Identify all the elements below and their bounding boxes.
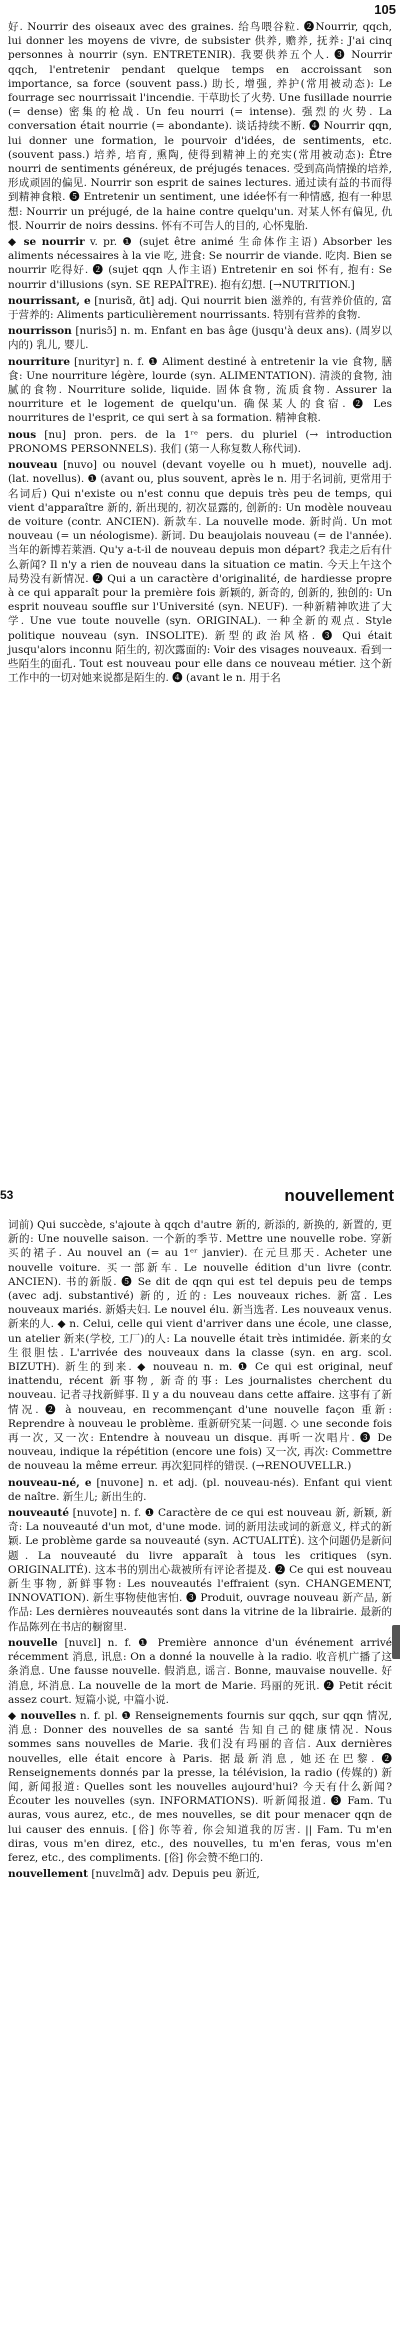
entry-continuation: 好. Nourrir des oiseaux avec des graines. 给鸟喂谷粒. ❷Nourrir, qqch, lui donner les moyens de vivre, de subsister 供养, 赡养, 抚养: J'ai cinq personnes à nourrir (syn. ENTRETENIR). 我要供养五个人. ❸ Nourrir qqch, l'entretenir pendant quelque temps en accroissant son importance, sa force (souvent pass.) 助长, 增强, 养护(常用被动态): Le fourrage sec nourrissait l'incendie. 干草助长了火势. Une fusillade nourrie (= dense) 密集的枪战. Un feu nourri (= intense). 强烈的火势. La conversation était nourrie (= abondante). 谈话持续不断. ❹ Nourrir qqn, lui donner une formation, le pourvoir d'idées, de sentiments, etc. (souvent pass.) 培养, 培育, 熏陶, 使得到精神上的充实(常用被动态): Être nourri de sentiments généreux, de préjugés tenaces. 受到高尚情操的培养, 形成顽固的偏见. Nourrir son esprit de saines lectures. 通过读有益的书而得到精神食粮. ❺ Entretenir un sentiment, une idée怀有一种情感, 抱有一种思想: Nourrir un préjugé, de la haine contre quelqu'un. 对某人怀有偏见, 仇恨. Nourrir de noirs dessins. 怀有不可告人的目的, 心怀鬼胎. xyxy=(8,21,392,232)
entry-nourriture: nourriture [nurityr] n. f. ❶ Aliment destiné à entretenir la vie 食物, 膳食: Une nourriture légère, lourde (syn. ALIMENTATION). 清淡的食物, 油腻的食物. Nourriture solide, liquide. 固体食物, 流质食物. Assurer la nourriture et le logement de quelqu'un. 确保某人的食宿. ❷ Les nourritures de l'esprit, ce qui sert à sa formation. 精神食粮. xyxy=(8,355,392,425)
entry-nous: nous [nu] pron. pers. de la 1ʳᵉ pers. du pluriel (→ introduction PRONOMS PERSONNELS). 我们 (第一人称复数人称代词). xyxy=(8,428,392,455)
entry-nouvelle: nouvelle [nuvɛl] n. f. ❶ Première annonce d'un événement arrivé récemment 消息, 讯息: On a donné la nouvelle à la radio. 收音机广播了这条消息. Une fausse nouvelle. 假消息, 谣言. Bonne, mauvaise nouvelle. 好消息, 坏消息. La nouvelle de la mort de Marie. 玛丽的死讯. ❷ Petit récit assez court. 短篇小说, 中篇小说. xyxy=(8,1636,392,1706)
entry-nouvellement: nouvellement [nuvɛlmɑ̃] adv. Depuis peu 新近, xyxy=(8,1868,260,1881)
entry-se-nourrir: ◆ se nourrir v. pr. ❶ (sujet être animé 生命体作主语) Absorber les aliments nécessaires à la vie 吃, 进食: Se nourrir de viande. 吃肉. Bien se nourrir 吃得好. ❷ (sujet qqn 人作主语) Entretenir en soi 怀有, 抱有: Se nourrir d'illusions (syn. SE REPAÎTRE). 抱有幻想. [→NUTRITION.] xyxy=(8,236,392,291)
gutter-mark: 53 xyxy=(0,1188,14,1202)
entry-nouveaute: nouveauté [nuvote] n. f. ❶ Caractère de ce qui est nouveau 新, 新颖, 新奇: La nouveauté d'un mot, d'une mode. 词的新用法或词的新意义, 样式的新颖. Le problème garde sa nouveauté (syn. ACTUALITÉ). 这个问题仍是新问题. La nouveauté du livre apparaît à tous les critiques (syn. ORIGINALITÉ). 这本书的别出心裁被所有评论者提及. ❷ Ce qui est nouveau 新生事物, 新鲜事物: Les nouveautés l'effraient (syn. CHANGEMENT, INNOVATION). 新生事物使他害怕. ❸ Produit, ouvrage nouveau 新产品, 新作品: Les dernières nouveautés sont dans la vitrine de la librairie. 最新的作品陈列在书店的橱窗里. xyxy=(8,1507,392,1633)
column-top xyxy=(8,20,392,687)
entry-nouveau: nouveau [nuvo] ou nouvel (devant voyelle ou h muet), nouvelle adj. (lat. novellus). ❶ (avant ou, plus souvent, après le n. 用于名词前, 更常用于名词后) Qui n'existe ou n'est connu que depuis très peu de temps, qui vient d'apparaître 新的, 新出现的, 初次显露的, 创新的: Un modèle nouveau de voiture (contr. ANCIEN). 新款车. La nouvelle mode. 新时尚. Un mot nouveau (= un néologisme). 新词. Du beaujolais nouveau (= de l'année). 当年的新博若莱酒. Qu'y a-t-il de nouveau depuis mon départ? 我走之后有什么新闻? Il n'y a rien de nouveau dans la situation ce matin. 今天上午这个局势没有新情况. ❷ Qui a un caractère d'originalité, de hardiesse propre à ce qui apparaît pour la première fois 新颖的, 新奇的, 创新的, 独创的: Un esprit nouveau souffle sur l'Université (syn. NEUF). 一种新精神吹进了大学. Une vue toute nouvelle (syn. ORIGINAL). 一种全新的观点. Style politique nouveau (syn. INSOLITE). 新型的政治风格. ❸ Qui était jusqu'alors inconnu 陌生的, 初次露面的: Voir des visages nouveaux. 看到一些陌生的面孔. Tout est nouveau pour elle dans ce nouveau métier. 这个新工作中的一切对她来说都是陌生的. ❹ (avant le n. 用于名 xyxy=(8,459,392,685)
entry-nourrisson: nourrisson [nurisɔ̃] n. m. Enfant en bas âge (jusqu'à deux ans). (周岁以内的) 乳儿, 婴儿. xyxy=(8,325,392,352)
column-bottom xyxy=(8,1218,392,1883)
thumb-index-tab xyxy=(392,1625,400,1659)
entry-nouveau-ne: nouveau-né, e [nuvone] n. et adj. (pl. nouveau-nés). Enfant qui vient de naître. 新生儿; 新出生的. xyxy=(8,1476,393,1503)
page-number: 105 xyxy=(374,2,396,17)
entry-nourrissant: nourrissant, e [nurisɑ̃, ɑ̃t] adj. Qui nourrit bien 滋养的, 有营养价值的, 富于营养的: Aliments particulièrement nourrissants. 特别有营养的食物. xyxy=(8,294,392,322)
running-head: nouvellement xyxy=(284,1186,394,1205)
entry-nouvelles: ◆ nouvelles n. f. pl. ❶ Renseignements fournis sur qqch, sur qqn 情况, 消息: Donner des nouvelles de sa santé 告知自己的健康情况. Nous sommes sans nouvelles de Marie. 我们没有玛丽的音信. Aux dernières nouvelles, elle était encore à Paris. 据最新消息, 她还在巴黎. ❷ Renseignements donnés par la presse, la télévision, la radio (传媒的) 新闻, 新闻报道: Quelles sont les nouvelles aujourd'hui? 今天有什么新闻? Écouter les nouvelles (syn. INFORMATIONS). 听新闻报道. ❸ Fam. Tu auras, vous aurez, etc., de mes nouvelles, se dit pour menacer qqn de lui causer des ennuis. [俗] 你等着, 你会知道我的厉害. || Fam. Tu m'en diras, vous m'en direz, etc., des nouvelles, tu m'en feras, vous m'en ferez, etc., des compliments. [俗] 你会赞不绝口的. xyxy=(8,1709,392,1864)
entry-nouveau-continued: 词前) Qui succède, s'ajoute à qqch d'autre 新的, 新添的, 新换的, 新置的, 更新的: Une nouvelle saison. 一个新的季节. Mettre une nouvelle robe. 穿新买的裙子. Au nouvel an (= au 1ᵉʳ janvier). 在元旦那天. Acheter une nouvelle voiture. 买一部新车. Le nouvelle édition d'un livre (contr. ANCIEN). 书的新版. ❺ Se dit de qqn qui est tel depuis peu de temps (avec adj. substantivé) 新的, 近的: Les nouveaux riches. 新富. Les nouveaux mariés. 新婚夫妇. Le nouvel élu. 新当选者. Les nouveaux venus. 新来的人. ◆ n. Celui, celle qui vient d'arriver dans une école, une classe, un atelier 新来(学校, 工厂)的人: La nouvelle était très intimidée. 新来的女生很胆怯. L'arrivée des nouveaux dans la classe (syn. en arg. scol. BIZUTH). 新生的到来. ◆ nouveau n. m. ❶ Ce qui est original, neuf inattendu, récent 新事物, 新奇的事: Les journalistes cherchent du nouveau. 记者寻找新鲜事. Il y a du nouveau dans cette affaire. 这事有了新情况. ❷ à nouveau, en recommençant d'une nouvelle façon 重新: Reprendre à nouveau le problème. 重新研究某一问题. ◇ une seconde fois 再一次, 又一次: Entendre à nouveau un disque. 再听一次唱片. ❸ De nouveau, indique la répétition (encore une fois) 又一次, 再次: Commettre de nouveau la même erreur. 再次犯同样的错误. (→RENOUVELLR.) xyxy=(8,1219,392,1473)
